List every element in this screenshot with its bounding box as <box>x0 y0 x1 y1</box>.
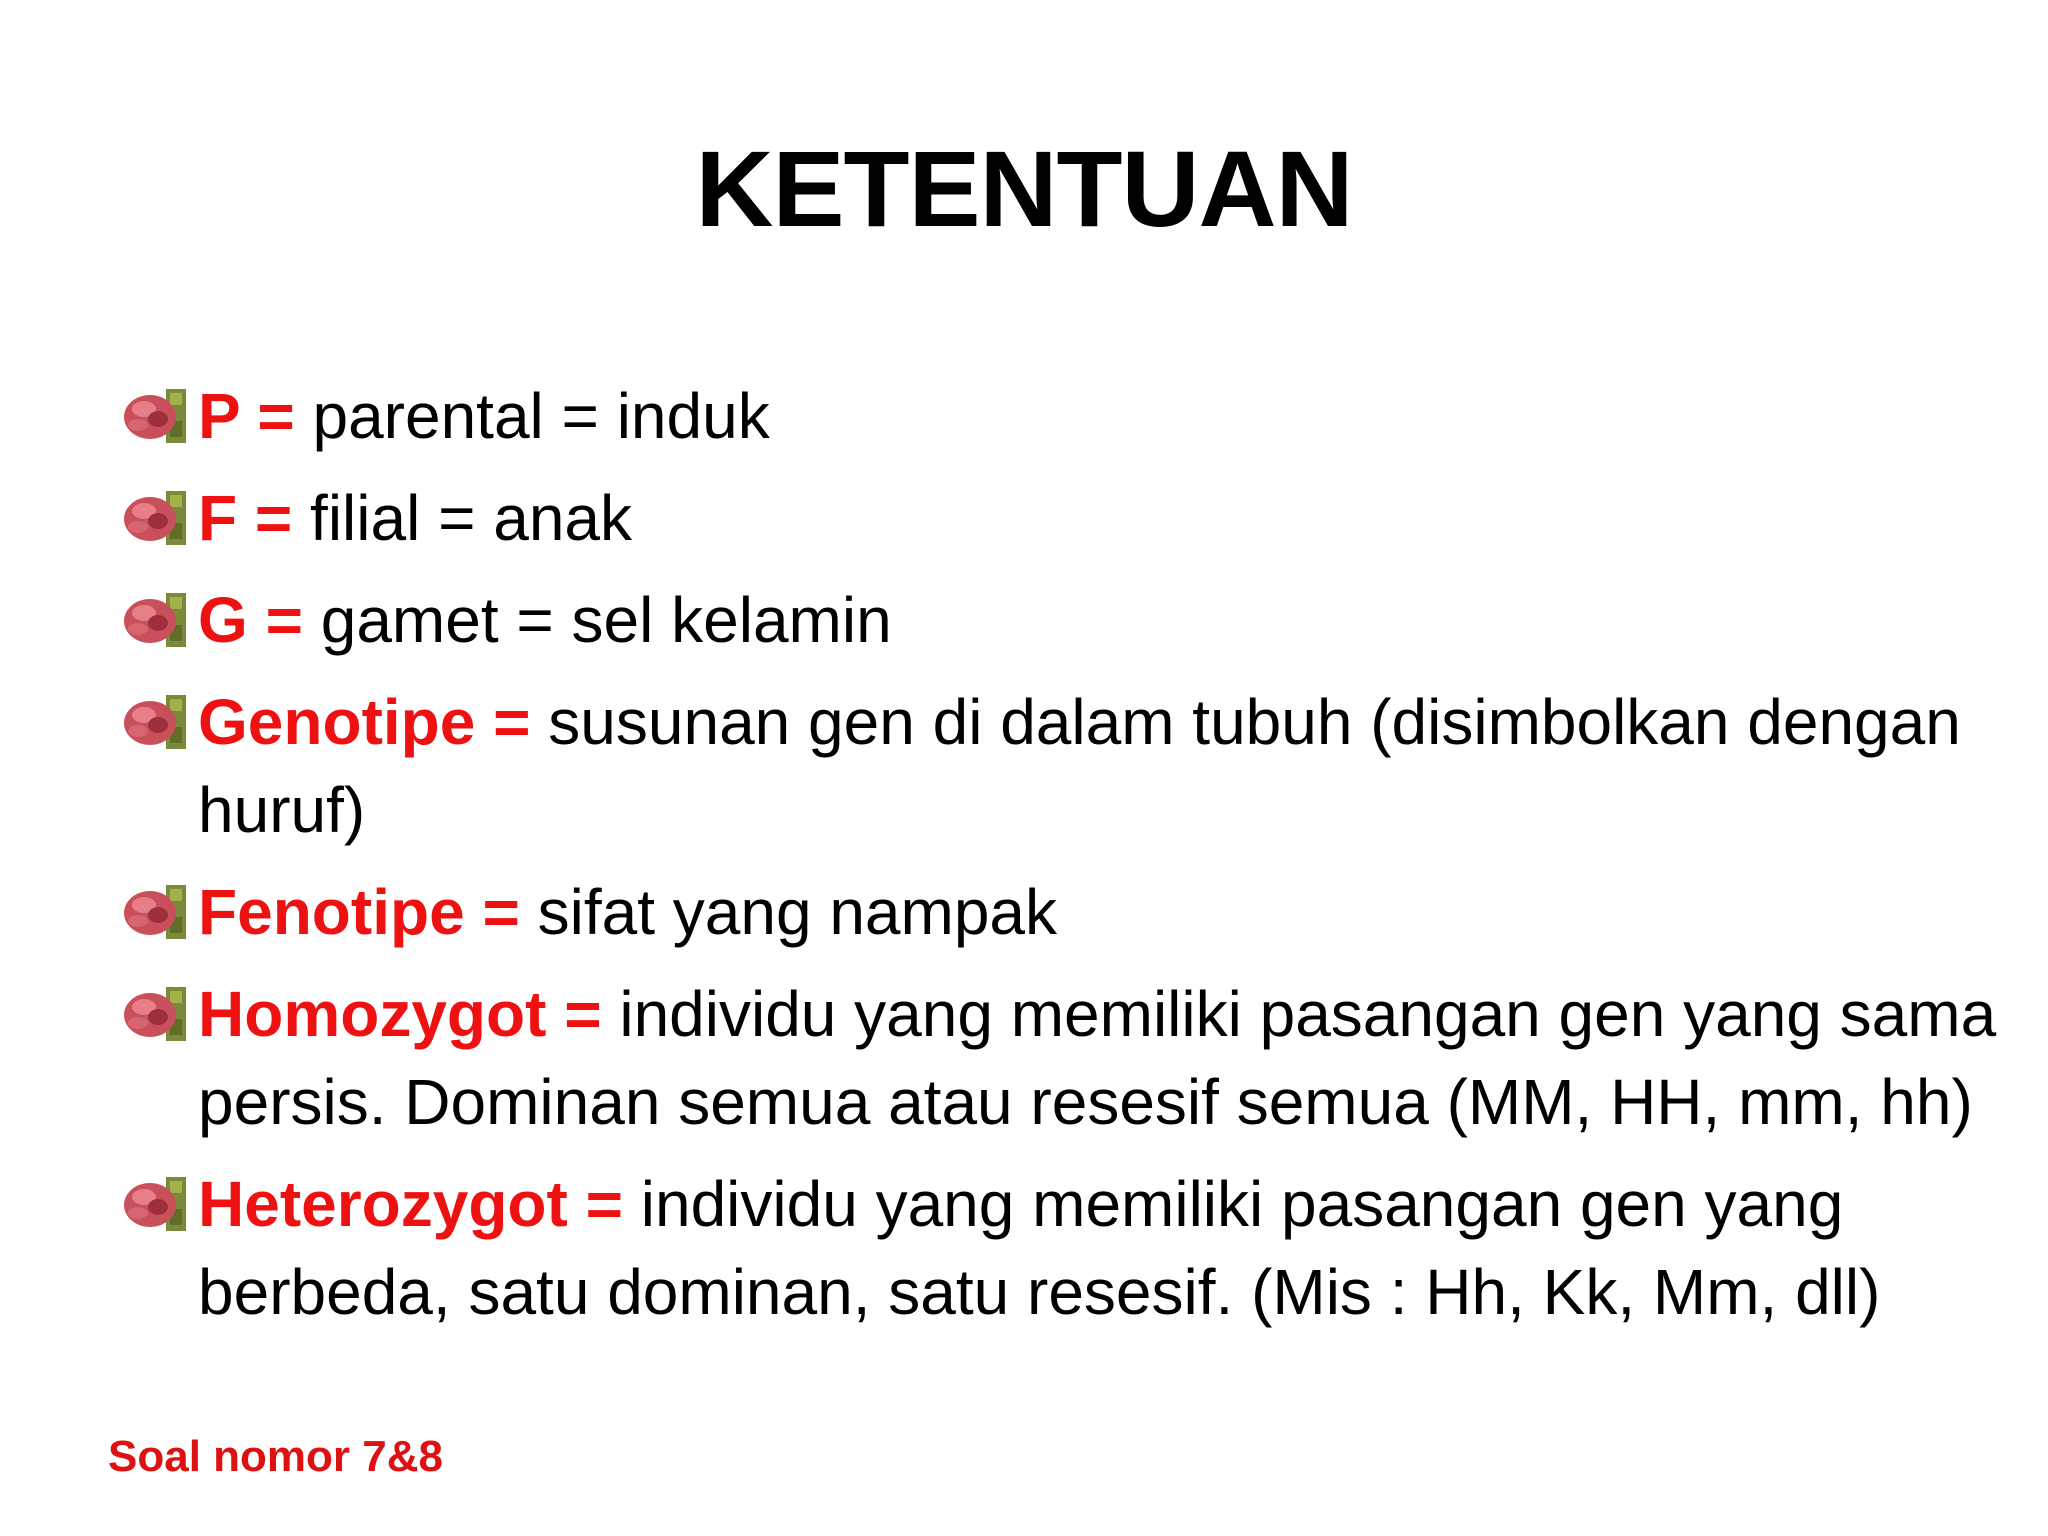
list-item <box>120 576 2000 664</box>
definition-text: gamet = sel kelamin <box>302 584 892 656</box>
flower-bullet-icon <box>122 491 186 545</box>
definition-text: sifat yang nampak <box>519 876 1057 948</box>
list-item <box>120 970 2000 1146</box>
list-item <box>120 868 2000 956</box>
list-item <box>120 474 2000 562</box>
definition-text: individu yang memiliki pasangan gen yang sama persis. Dominan semua atau resesif semua (MM, HH, mm, hh) <box>198 978 1997 1138</box>
term-label: F = <box>198 482 293 554</box>
flower-bullet-icon <box>122 987 186 1041</box>
term-label: Genotipe = <box>198 686 531 758</box>
list-item <box>120 372 2000 460</box>
definition-text: susunan gen di dalam tubuh (disimbolkan dengan huruf) <box>198 686 1961 846</box>
slide-title: KETENTUAN <box>695 128 1353 249</box>
flower-bullet-icon <box>122 1177 186 1231</box>
flower-bullet-icon <box>122 593 186 647</box>
term-label: Homozygot = <box>198 978 602 1050</box>
term-label: G = <box>198 584 303 656</box>
term-label: Heterozygot = <box>198 1168 623 1240</box>
footnote: Soal nomor 7&8 <box>108 1432 443 1481</box>
term-label: Fenotipe = <box>198 876 520 948</box>
flower-bullet-icon <box>122 885 186 939</box>
definition-text: parental = induk <box>294 380 770 452</box>
list-item <box>120 1160 2000 1336</box>
term-label: P = <box>198 380 295 452</box>
definition-list <box>120 372 2000 1350</box>
definition-text: filial = anak <box>292 482 632 554</box>
definition-text: individu yang memiliki pasangan gen yang berbeda, satu dominan, satu resesif. (Mis : Hh, Kk, Mm, dll) <box>198 1168 1881 1328</box>
list-item <box>120 678 2000 854</box>
flower-bullet-icon <box>122 389 186 443</box>
flower-bullet-icon <box>122 695 186 749</box>
